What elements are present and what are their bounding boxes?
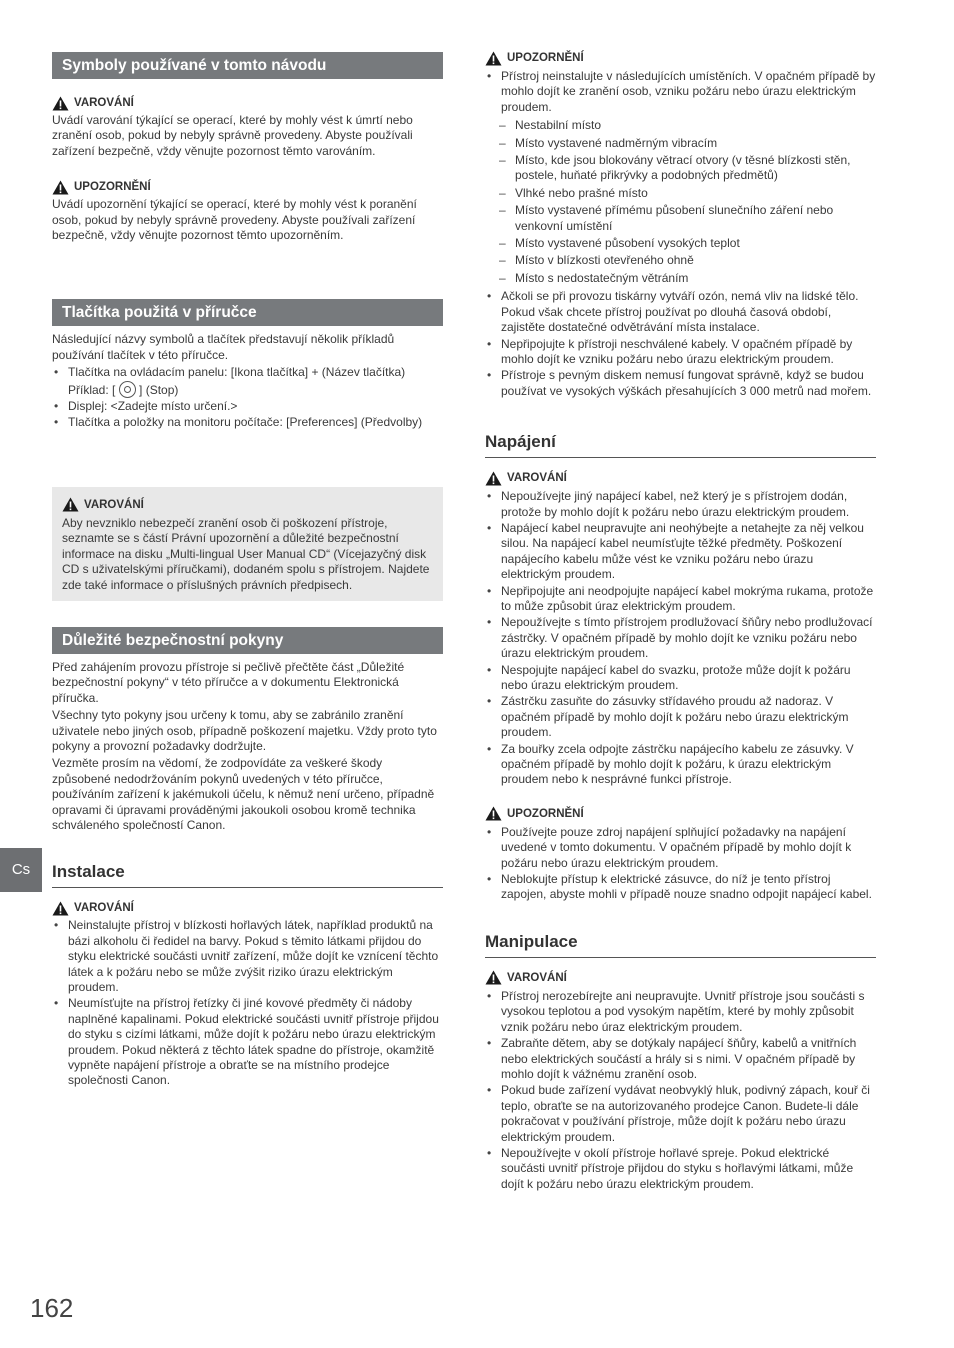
caution-label-text: UPOZORNĚNÍ <box>507 52 584 64</box>
warning-description: Uvádí varování týkající se operací, které by mohly vést k úmrtí nebo zranění osob, pokud by nebyly správně provedeny. Abyste používali zařízení bezpečně, vždy věnujte pozornost těmto varováním. <box>52 113 413 158</box>
right-column <box>485 50 876 1192</box>
list-item <box>52 365 443 398</box>
buttons-list <box>52 365 443 431</box>
installation-caution-list <box>485 69 876 399</box>
section-heading-handling: Manipulace <box>485 931 876 958</box>
list-item: • Nepoužívejte jiný napájecí kabel, než který je s přístrojem dodán, protože by mohlo dojít k požáru nebo úrazu elektrickým proudem. <box>485 489 876 520</box>
example-suffix: ] (Stop) <box>139 382 179 397</box>
list-item: • Displej: <Zadejte místo určení.> <box>52 399 443 414</box>
power-warning-list <box>485 489 876 788</box>
warning-triangle-icon <box>485 806 502 821</box>
caution-item-text: Přístroj neinstalujte v následujících umístěních. V opačném případě by mohlo dojít ke zranění osob, vzniku požáru nebo úrazu elektrickým proudem. <box>501 69 876 114</box>
location-item: – Nestabilní místo <box>485 118 876 133</box>
caution-label <box>52 179 443 195</box>
legal-warning-text: Aby nevzniklo nebezpečí zranění osob či poškození přístroje, seznamte se s částí Právní upozornění a důležité bezpečnostní informace na disku „Multi-lingual User Manual CD“ (Vícejazyčný disk CD s uživatelskými příručkami), dodaném spolu s přístrojem. Najdete zde také informace o příslušných právních předpisech. <box>62 515 430 592</box>
list-item: • Nepoužívejte v okolí přístroje hořlavé spreje. Pokud elektrické součásti uvnitř přístroje přijdou do styku s hořlavými látkami, může dojít k požáru nebo úrazu elektrickým proudem. <box>485 1146 876 1192</box>
list-item: • Pokud bude zařízení vydávat neobvyklý hluk, podivný zápach, kouř či teplo, obraťte se na autorizovaného prodejce Canon. Budete-li dále pokračovat v používání přístroje, může dojít k požáru nebo úrazu elektrickým proudem. <box>485 1083 876 1145</box>
caution-label-text: UPOZORNĚNÍ <box>74 181 151 194</box>
list-item: • Používejte pouze zdroj napájení splňující požadavky na napájení uvedené v tomto dokumentu. V opačném případě by mohlo dojít k požáru nebo úrazu elektrickým proudem. <box>485 825 876 871</box>
list-item: • Napájecí kabel neupravujte ani neohýbejte a netahejte za něj velkou silou. Na napájecí kabel neumísťujte těžké předměty. Poškození napájecího kabelu může vést ke vzniku požáru nebo úrazu elektrickým proudem. <box>485 521 876 583</box>
section-heading-safety: Důležité bezpečnostní pokyny <box>52 627 443 654</box>
list-item: • Neumísťujte na přístroj řetízky či jiné kovové předměty či nádoby naplněné kapalinami. Pokud elektrické součásti uvnitř přístroje přijdou do styku s cizími látkami, může dojít k požáru nebo úrazu elektrickým proudem. Pokud některá z těchto látek spadne do přístroje, okamžitě vypněte napájení přístroje a obraťte se na místního prodejce společnosti Canon. <box>52 996 443 1088</box>
warning-label-text: VAROVÁNÍ <box>74 902 134 915</box>
location-item: – Místo vystavené působení vysokých teplot <box>485 236 876 251</box>
warning-label <box>52 900 443 916</box>
warning-triangle-icon <box>485 471 502 486</box>
stop-button-icon <box>119 381 136 398</box>
caution-label <box>485 806 876 822</box>
warning-label-text: VAROVÁNÍ <box>84 498 144 511</box>
safety-paragraph-3: Vezměte prosím na vědomí, že zodpovídáte za veškeré škody způsobené nedodržováním pokynů uvedených v této příručce, používáním zařízení k jakémukoli účelu, k němuž není určeno, případně opravami či úpravami prováděnými jakoukoli osobou kromě technika schváleného společností Canon. <box>52 756 435 832</box>
section-heading-installation: Instalace <box>52 861 443 888</box>
list-item: • Tlačítka a položky na monitoru počítače: [Preferences] (Předvolby) <box>52 415 443 430</box>
warning-triangle-icon <box>52 901 69 916</box>
warning-triangle-icon <box>485 51 502 66</box>
page-number: 162 <box>30 1293 74 1323</box>
warning-label-text: VAROVÁNÍ <box>507 472 567 485</box>
location-item: – Vlhké nebo prašné místo <box>485 186 876 201</box>
warning-label <box>485 470 876 486</box>
list-item: • Přístroje s pevným diskem nemusí fungovat správně, když se budou používat ve vysokých výškách přesahujících 3 000 metrů nad mořem. <box>485 368 876 399</box>
list-item: • Nepoužívejte s tímto přístrojem prodlužovací šňůry nebo prodlužovací zástrčky. V opačném případě by mohlo dojít ke vzniku požáru nebo úrazu elektrickým proudem. <box>485 615 876 661</box>
list-item: • Zástrčku zasuňte do zásuvky střídavého proudu až nadoraz. V opačném případě by mohlo dojít k požáru nebo úrazu elektrickým proudem. <box>485 694 876 740</box>
location-list <box>485 118 876 286</box>
warning-label <box>52 95 443 111</box>
list-item: • Nespojujte napájecí kabel do svazku, protože může dojít k požáru nebo úrazu elektrickým proudem. <box>485 663 876 694</box>
buttons-intro: Následující názvy symbolů a tlačítek představují několik příkladů používání tlačítek v této příručce. <box>52 332 395 362</box>
warning-triangle-icon <box>485 970 502 985</box>
list-item: • Ačkoli se při provozu tiskárny vytváří ozón, nemá vliv na lidské tělo. Pokud však chcete přístroj používat po dlouhá časová období, zajistěte dostatečné odvětrávání místa instalace. <box>485 289 876 335</box>
warning-triangle-icon <box>52 96 69 111</box>
caution-label <box>485 50 876 66</box>
location-item: – Místo s nedostatečným větráním <box>485 271 876 286</box>
installation-warning-list <box>52 918 443 1088</box>
list-item: • Za bouřky zcela odpojte zástrčku napájecího kabelu ze zásuvky. V opačném případě by mohlo dojít k požáru, k úrazu elektrickým proudem nebo k nesprávné funkci přístroje. <box>485 742 876 788</box>
list-item: • Nepřipojujte ani neodpojujte napájecí kabel mokrýma rukama, protože to může způsobit úraz elektrickým proudem. <box>485 584 876 615</box>
section-heading-buttons: Tlačítka použitá v příručce <box>52 299 443 326</box>
list-item: • Nepřipojujte k přístroji neschválené kabely. V opačném případě by mohlo dojít ke vzniku požáru nebo úrazu elektrickým proudem. <box>485 337 876 368</box>
buttons-item-panel: Tlačítka na ovládacím panelu: [Ikona tlačítka] + (Název tlačítka) <box>68 365 406 380</box>
warning-label-text: VAROVÁNÍ <box>74 97 134 109</box>
list-item: • Neblokujte přístup k elektrické zásuvce, do níž je tento přístroj zapojen, abyste mohli v případě nouze snadno odpojit napájecí kabel. <box>485 872 876 903</box>
section-heading-power: Napájení <box>485 431 876 458</box>
example-prefix: Příklad: [ <box>68 382 116 397</box>
list-item: • Neinstalujte přístroj v blízkosti hořlavých látek, například produktů na bázi alkoholu či ředidel na barvy. Pokud s těmito látkami přijdou do styku elektrické součásti uvnitř zařízení, může dojít ke vznícení těchto látek a k požáru nebo se může zvýšit riziko úrazu elektrickým proudem. <box>52 918 443 995</box>
legal-warning-box <box>52 487 443 601</box>
warning-label-text: VAROVÁNÍ <box>507 971 567 984</box>
list-item: • Přístroj nerozebírejte ani neupravujte. Uvnitř přístroje jsou součásti s vysokou teplotou a pod vysokým napětím, které by mohly způsobit vznik požáru nebo úraz elektrickým proudem. <box>485 989 876 1035</box>
caution-description: Uvádí upozornění týkající se operací, které by mohly vést k poranění osob, pokud by nebyly správně provedeny. Abyste používali zařízení bezpečně, vždy věnujte pozornost těmto upozorněním. <box>52 197 417 243</box>
list-item: • Zabraňte dětem, aby se dotýkaly napájecí šňůry, kabelů a vnitřních nebo elektrických součástí a hrály si s nimi. V opačném případě by mohlo dojít k vážnému zranění osob. <box>485 1036 876 1082</box>
safety-paragraph-1: Před zahájením provozu přístroje si pečlivě přečtěte část „Důležité bezpečnostní pokyny“ v této příručce a v dokumentu Elektronická příručka. <box>52 659 405 705</box>
language-tab: Cs <box>0 848 42 892</box>
location-item: – Místo v blízkosti otevřeného ohně <box>485 253 876 268</box>
caution-label-text: UPOZORNĚNÍ <box>507 807 584 820</box>
location-item: – Místo, kde jsou blokovány větrací otvory (v těsné blízkosti stěn, postele, huňaté přikrývky a podobných předmětů) <box>485 153 876 184</box>
location-item: – Místo vystavené přímému působení slunečního záření nebo venkovní umístění <box>485 203 876 234</box>
location-item: – Místo vystavené nadměrným vibracím <box>485 136 876 151</box>
warning-triangle-icon <box>62 497 79 512</box>
safety-paragraph-2: Všechny tyto pokyny jsou určeny k tomu, aby se zabránilo zranění uživatele nebo jiných osob, případně poškození majetku. Vždy proto tyto pokyny a provozní požadavky dodržujte. <box>52 708 437 753</box>
left-column <box>52 52 443 1089</box>
handling-warning-list <box>485 989 876 1192</box>
section-heading-symbols: Symboly používané v tomto návodu <box>52 52 443 79</box>
power-caution-list <box>485 825 876 903</box>
warning-triangle-icon <box>52 180 69 195</box>
warning-label <box>62 497 433 513</box>
list-item <box>485 69 876 286</box>
warning-label <box>485 970 876 986</box>
